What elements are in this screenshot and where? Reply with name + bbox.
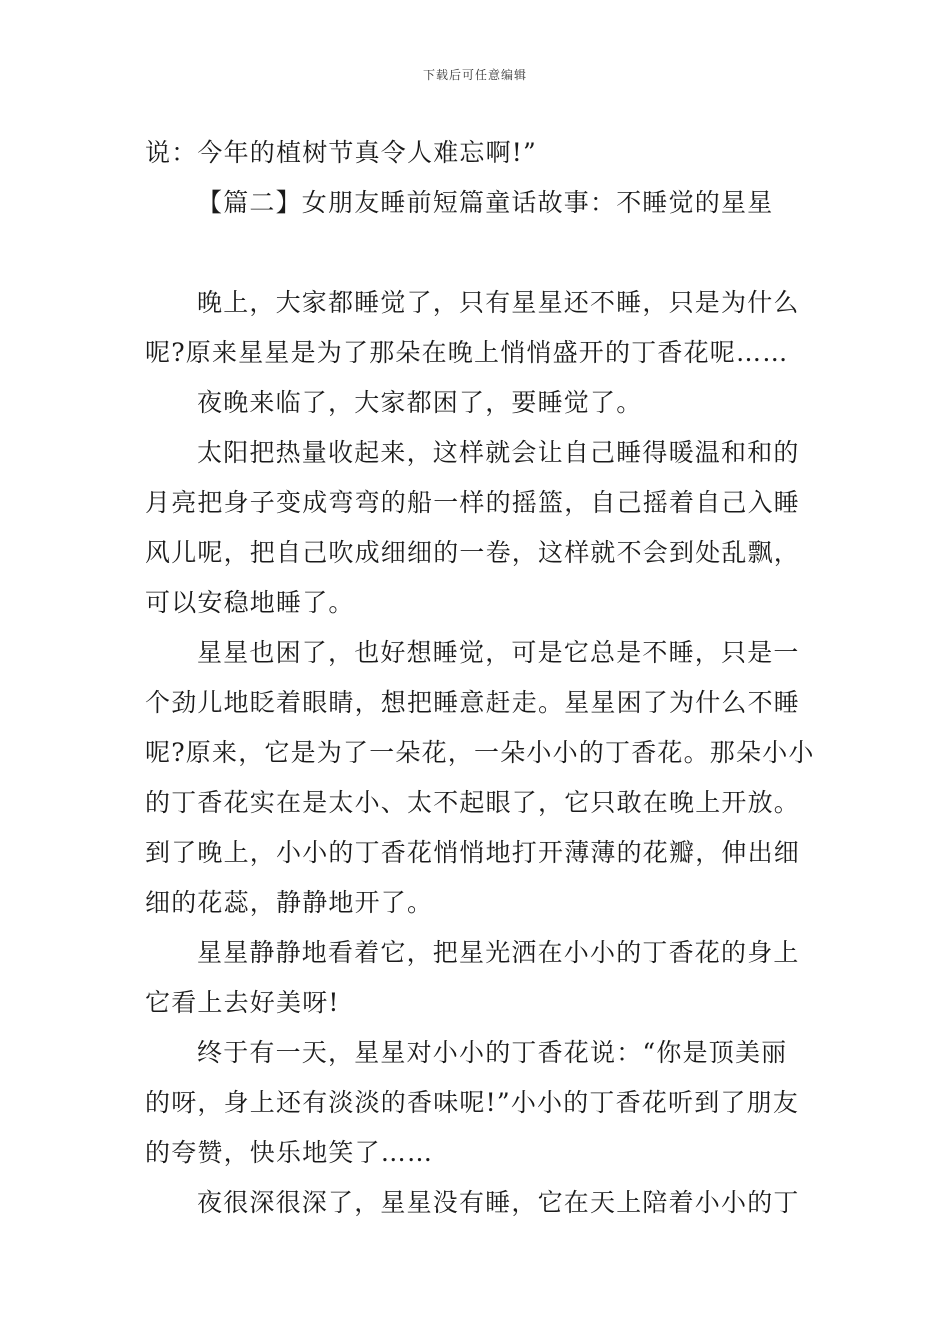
text-line: 到了晚上，小小的丁香花悄悄地打开薄薄的花瓣，伸出细 <box>145 838 801 867</box>
text-line: 晚上，大家都睡觉了，只有星星还不睡，只是为什么 <box>197 288 800 317</box>
text-line: 可以安稳地睡了。 <box>145 588 355 617</box>
text-line: 的丁香花实在是太小、太不起眼了，它只敢在晚上开放。 <box>145 788 801 817</box>
section-heading: 【篇二】女朋友睡前短篇童话故事：不睡觉的星星 <box>197 188 774 217</box>
text-line: 太阳把热量收起来，这样就会让自己睡得暖温和和的 <box>197 438 800 467</box>
text-line: 星星也困了，也好想睡觉，可是它总是不睡，只是一 <box>197 638 800 667</box>
text-line: 的呀，身上还有淡淡的香味呢!”小小的丁香花听到了朋友 <box>145 1088 800 1117</box>
text-line: 细的花蕊，静静地开了。 <box>145 888 434 917</box>
text-line: 说：今年的植树节真令人难忘啊!” <box>145 138 538 167</box>
header-note: 下载后可任意编辑 <box>422 68 527 82</box>
text-line: 终于有一天，星星对小小的丁香花说：“你是顶美丽 <box>197 1038 788 1067</box>
text-line: 夜很深很深了，星星没有睡，它在天上陪着小小的丁 <box>197 1188 800 1217</box>
text-line: 呢?原来，它是为了一朵花，一朵小小的丁香花。那朵小小 <box>145 738 815 767</box>
text-line: 月亮把身子变成弯弯的船一样的摇篮，自己摇着自己入睡 <box>145 488 801 517</box>
text-line: 星星静静地看着它，把星光洒在小小的丁香花的身上 <box>197 938 800 967</box>
text-line: 风儿呢，把自己吹成细细的一卷，这样就不会到处乱飘， <box>145 538 801 567</box>
text-line: 呢?原来星星是为了那朵在晚上悄悄盛开的丁香花呢…… <box>145 338 789 367</box>
blank-gap <box>145 228 807 278</box>
text-line: 个劲儿地眨着眼睛，想把睡意赶走。星星困了为什么不睡 <box>145 688 801 717</box>
document-body <box>145 128 815 1228</box>
text-line: 的夸赞，快乐地笑了…… <box>145 1138 434 1167</box>
text-line: 它看上去好美呀! <box>145 988 340 1017</box>
text-line: 夜晚来临了，大家都困了，要睡觉了。 <box>197 388 643 417</box>
